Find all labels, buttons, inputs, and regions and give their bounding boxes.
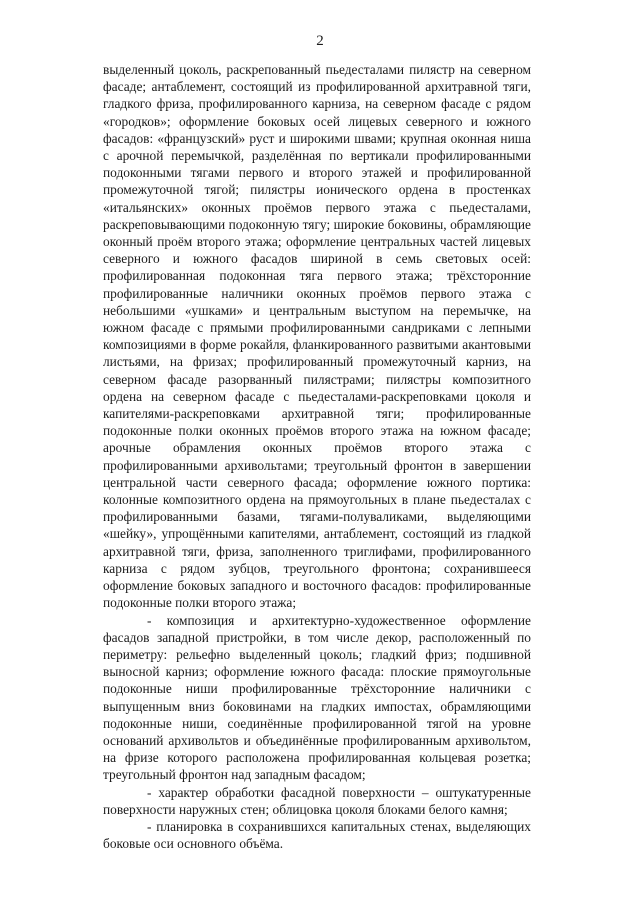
paragraph-layout: - планировка в сохранившихся капитальных стенах, выделяющих боковые оси основного объёма. <box>103 818 531 852</box>
document-body <box>103 61 531 852</box>
page-number: 2 <box>316 33 324 49</box>
paragraph-facade-details: выделенный цоколь, раскрепованный пьедесталами пилястр на северном фасаде; антаблемент, состоящий из профилированной архитравной тяги, гладкого фриза, профилированного карниза, на северном фасаде с рядом «городков»; оформление боковых осей лицевых северного и южного фасадов: «французский» руст и широкими швами; крупная оконная ниша с арочной перемычкой, разделённая по вертикали профилированными подоконными тягами первого и второго этажей и профилированной промежуточной тягой; пилястры ионического ордена в простенках «итальянских» оконных проёмов первого этажа с пьедесталами, раскреповывающими подоконную тягу; широкие боковины, обрамляющие оконный проём второго этажа; оформление центральных частей лицевых северного и южного фасадов шириной в семь световых осей: профилированная подоконная тяга первого этажа; трёхсторонние профилированные наличники оконных проёмов первого этажа с небольшими «ушками» и центральным выступом на перемычке, на южном фасаде с прямыми профилированными сандриками с лепными композициями в форме рокайля, фланкированного развитыми акантовыми листьями, на фризах; профилированный промежуточный карниз, на северном фасаде разорванный пилястрами; пилястры композитного ордена на северном фасаде с пьедесталами-раскреповками цоколя и капителями-раскреповками архитравной тяги; профилированные подоконные полки оконных проёмов второго этажа на южном фасаде; арочные обрамления оконных проёмов второго этажа с профилированными архивольтами; треугольный фронтон в завершении центральной части северного фасада; оформление южного портика: колонные композитного ордена на прямоугольных в плане пьедесталах с профилированными базами, тягами-полуваликами, выделяющими «шейку», упрощёнными капителями, антаблемент, состоящий из гладкой архитравной тяги, фриза, заполненного триглифами, профилированного карниза с рядом зубцов, треугольного фронтона; сохранившееся оформление боковых западного и восточного фасадов: профилированные подоконные полки второго этажа; <box>103 62 531 611</box>
paragraph-surface-treatment: - характер обработки фасадной поверхности – оштукатуренные поверхности наружных стен; облицовка цоколя блоками белого камня; <box>103 784 531 817</box>
paragraph-west-annex: - композиция и архитектурно-художественное оформление фасадов западной пристройки, в том числе декор, расположенный по периметру: рельефно выделенный цоколь; гладкий фриз; подшивной выносной карниз; оформление южного фасада: плоские прямоугольные подоконные ниши профилированные трёхсторонние наличники с выпущенным вниз боковинами на гладких импостах, обрамляющими подоконные ниши, соединённые профилированной тягой на уровне оснований архивольтов и объединённые профилированным архивольтом, на фризе которого расположена профилированная кольцевая розетка; треугольный фронтон над западным фасадом; <box>103 612 531 783</box>
